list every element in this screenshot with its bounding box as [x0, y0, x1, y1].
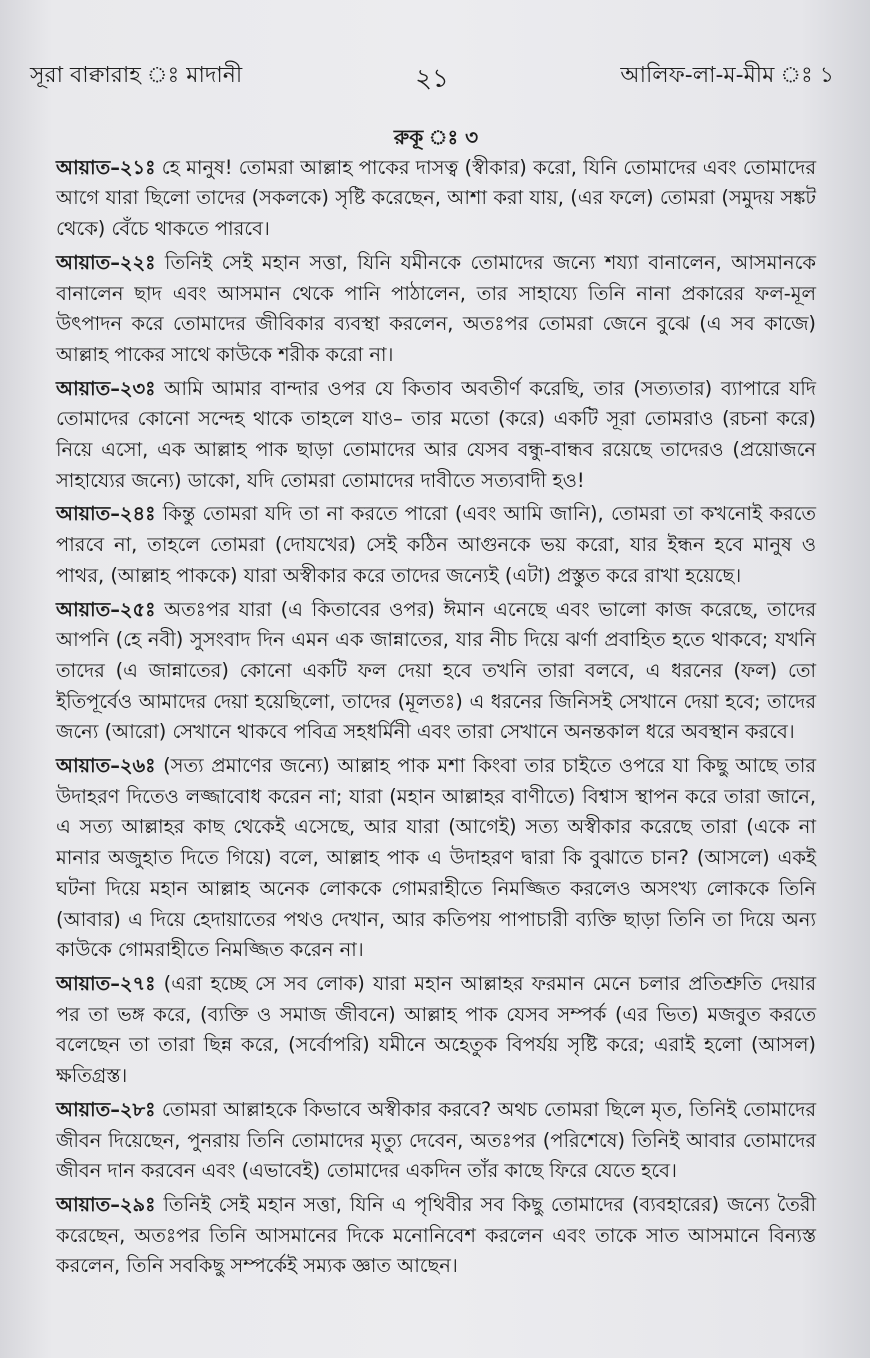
verse-label: আয়াত–২৯ঃ [56, 1192, 156, 1216]
verse-text: (এরা হচ্ছে সে সব লোক) যারা মহান আল্লাহর ফরমান মেনে চলার প্রতিশ্রুতি দেয়ার পর তা ভঙ্গ করে, (ব্যক্তি ও সমাজ জীবনে) আল্লাহ পাক যেসব সম্পর্ক (এর ভিত) মজবুত করতে বলেছেন তা তারা ছিন্ন করে, (সর্বোপরি) যমীনে অহেতুক বিপর্যয় সৃষ্টি করে; এরাই হলো (আসল) ক্ষতিগ্রস্ত। [56, 971, 816, 1088]
verse-27 [56, 969, 816, 1092]
page-number: ২১ [415, 64, 449, 94]
verse-22 [56, 248, 816, 371]
ruku-heading: রুকূ ঃ ৩ [393, 125, 479, 149]
verse-text: আমি আমার বান্দার ওপর যে কিতাব অবতীর্ণ করেছি, তার (সত্যতার) ব্যাপারে যদি তোমাদের কোনো সন্দেহ থাকে তাহলে যাও– তার মতো (করে) একটি সূরা তোমরাও (রচনা করে) নিয়ে এসো, এক আল্লাহ পাক ছাড়া তোমাদের আর যেসব বন্ধু-বান্ধব রয়েছে তাদেরও (প্রয়োজনে সাহায্যের জন্যে) ডাকো, যদি তোমরা তোমাদের দাবীতে সত্যবাদী হও! [56, 376, 816, 492]
header-surah-name: সূরা বাক্বারাহ ঃ মাদানী [30, 63, 243, 88]
verse-label: আয়াত–২৩ঃ [56, 376, 156, 400]
verse-26 [56, 751, 816, 966]
verse-28 [56, 1095, 816, 1187]
verse-label: আয়াত–২৪ঃ [56, 502, 156, 526]
verse-text: তিনিই সেই মহান সত্তা, যিনি এ পৃথিবীর সব কিছু তোমাদের (ব্যবহারের) জন্যে তৈরী করেছেন, অতঃপর তিনি আসমানের দিকে মনোনিবেশ করলেন এবং তাকে সাত আসমানে বিন্যস্ত করলেন, তিনি সবকিছু সম্পর্কেই সম্যক জ্ঞাত আছেন। [56, 1192, 816, 1278]
page-header [30, 58, 834, 98]
verse-label: আয়াত–২১ঃ [56, 155, 156, 179]
verse-text: কিন্তু তোমরা যদি তা না করতে পারো (এবং আমি জানি), তোমরা তা কখনোই করতে পারবে না, তাহলে তোমরা (দোযখের) সেই কঠিন আগুনকে ভয় করো, যার ইন্ধন হবে মানুষ ও পাথর, (আল্লাহ পাককে) যারা অস্বীকার করে তাদের জন্যেই (এটা) প্রস্তুত করে রাখা হয়েছে। [56, 502, 816, 587]
verse-text: হে মানুষ! তোমরা আল্লাহ পাকের দাসত্ব (স্বীকার) করো, যিনি তোমাদের এবং তোমাদের আগে যারা ছিলো তাদের (সকলকে) সৃষ্টি করেছেন, আশা করা যায়, (এর ফলে) তোমরা (সমুদয় সঙ্কট থেকে) বেঁচে থাকতে পারবে। [56, 155, 816, 241]
header-para-name: আলিফ-লা-ম-মীম ঃ ১ [620, 63, 834, 88]
verse-29 [56, 1190, 816, 1282]
verse-label: আয়াত–২২ঃ [56, 250, 156, 274]
verse-21 [56, 153, 816, 245]
verse-24 [56, 499, 816, 591]
page-content [56, 122, 816, 1285]
verse-label: আয়াত–২৫ঃ [56, 597, 156, 621]
verse-23 [56, 374, 816, 497]
verse-text: তোমরা আল্লাহকে কিভাবে অস্বীকার করবে? অথচ তোমরা ছিলে মৃত, তিনিই তোমাদের জীবন দিয়েছেন, পুনরায় তিনি তোমাদের মৃত্যু দেবেন, অতঃপর (পরিশেষে) তিনিই আবার তোমাদের জীবন দান করবেন এবং (এভাবেই) তোমাদের একদিন তাঁর কাছে ফিরে যেতে হবে। [56, 1097, 816, 1183]
verse-label: আয়াত–২৭ঃ [56, 971, 156, 995]
verse-text: (সত্য প্রমাণের জন্যে) আল্লাহ পাক মশা কিংবা তার চাইতে ওপরে যা কিছু আছে তার উদাহরণ দিতেও লজ্জাবোধ করেন না; যারা (মহান আল্লাহর বাণীতে) বিশ্বাস স্থাপন করে তারা জানে, এ সত্য আল্লাহর কাছ থেকেই এসেছে, আর যারা (আগেই) সত্য অস্বীকার করেছে তারা (একে না মানার অজুহাত দিতে গিয়ে) বলে, আল্লাহ পাক এ উদাহরণ দ্বারা কি বুঝাতে চান? (আসলে) একই ঘটনা দিয়ে মহান আল্লাহ অনেক লোককে গোমরাহীতে নিমজ্জিত করলেও অসংখ্য লোককে তিনি (আবার) এ দিয়ে হেদায়াতের পথও দেখান, আর কতিপয় পাপাচারী ব্যক্তি ছাড়া তিনি তা দিয়ে অন্য কাউকে গোমরাহীতে নিমজ্জিত করেন না। [56, 754, 816, 962]
verse-25 [56, 595, 816, 749]
verse-text: অতঃপর যারা (এ কিতাবের ওপর) ঈমান এনেছে এবং ভালো কাজ করেছে, তাদের আপনি (হে নবী) সুসংবাদ দিন এমন এক জান্নাতের, যার নীচ দিয়ে ঝর্ণা প্রবাহিত হতে থাকবে; যখনি তাদের (এ জান্নাতের) কোনো একটি ফল দেয়া হবে তখনি তারা বলবে, এ ধরনের (ফল) তো ইতিপূর্বেও আমাদের দেয়া হয়েছিলো, তাদের (মূলতঃ) এ ধরনের জিনিসই সেখানে দেয়া হবে; তাদের জন্যে (আরো) সেখানে থাকবে পবিত্র সহধর্মিনী এবং তারা সেখানে অনন্তকাল ধরে অবস্থান করবে। [56, 597, 816, 744]
verse-label: আয়াত–২৮ঃ [56, 1097, 156, 1121]
verse-text: তিনিই সেই মহান সত্তা, যিনি যমীনকে তোমাদের জন্যে শয্যা বানালেন, আসমানকে বানালেন ছাদ এবং আসমান থেকে পানি পাঠালেন, তার সাহায্যে তিনি নানা প্রকারের ফল-মূল উৎপাদন করে তোমাদের জীবিকার ব্যবস্থা করলেন, অতঃপর তোমরা জেনে বুঝে (এ সব কাজে) আল্লাহ পাকের সাথে কাউকে শরীক করো না। [56, 250, 816, 366]
verse-label: আয়াত–২৬ঃ [56, 754, 156, 778]
